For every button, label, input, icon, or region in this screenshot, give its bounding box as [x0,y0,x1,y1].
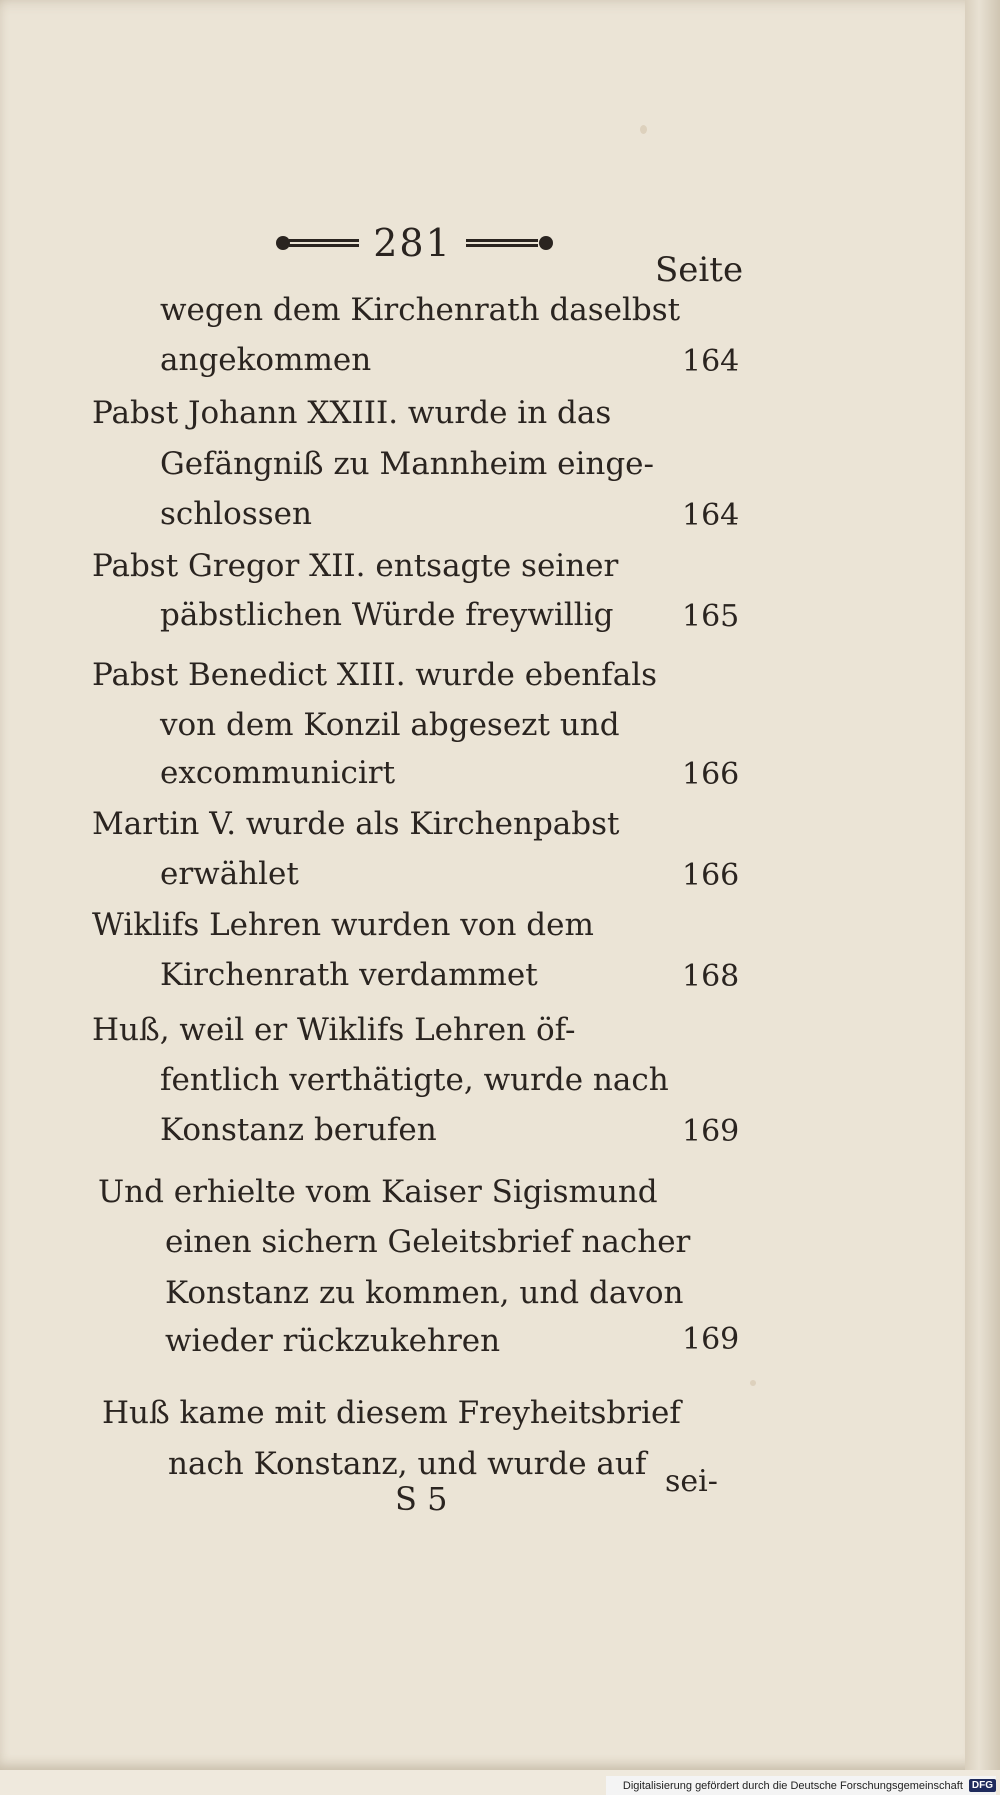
entry-line: angekommen [160,342,372,378]
entry-line: von dem Konzil abgesezt und [160,707,620,743]
running-header [260,218,570,268]
entry-line: Kirchenrath verdammet [160,957,538,993]
entry-page-number: 166 [682,858,740,893]
signature-mark: S 5 [395,1480,448,1518]
entry-page-number: 164 [682,344,740,379]
dfg-logo-icon: DFG [969,1779,996,1792]
entry-page-number: 168 [682,959,740,994]
entry-line: Huß, weil er Wiklifs Lehren öf- [92,1012,576,1048]
entry-line: einen sichern Geleitsbrief nacher [165,1224,691,1260]
column-label: Seite [655,250,744,290]
entry-line: Pabst Gregor XII. entsagte seiner [92,548,619,584]
page-number: 281 [373,221,452,265]
page-edge [965,0,1000,1770]
entry-line: Pabst Johann XXIII. wurde in das [92,395,612,431]
entry-page-number: 169 [682,1322,740,1357]
entry-page-number: 165 [682,599,740,634]
entry-line: schlossen [160,496,312,532]
entry-line: päbstlichen Würde freywillig [160,597,614,633]
entry-line: Huß kame mit diesem Freyheitsbrief [102,1395,681,1431]
entry-page-number: 169 [682,1114,740,1149]
ornament-left-icon [273,231,363,255]
entry-line: Konstanz berufen [160,1112,437,1148]
entry-line: Martin V. wurde als Kirchenpabst [92,806,620,842]
entry-line: Wiklifs Lehren wurden von dem [92,907,594,943]
entry-page-number: 164 [682,498,740,533]
entry-line: wegen dem Kirchenrath daselbst [160,292,681,328]
catchword: sei- [665,1464,718,1499]
entry-page-number: 166 [682,757,740,792]
paper-stain [750,1380,756,1386]
entry-line: wieder rückzukehren [165,1323,501,1359]
entry-line: fentlich verthätigte, wurde nach [160,1062,669,1098]
entry-line: Pabst Benedict XIII. wurde ebenfals [92,657,658,693]
footer-text: Digitalisierung gefördert durch die Deutsche Forschungsgemeinschaft [622,1779,963,1792]
ornament-right-icon [462,231,557,255]
entry-line: Gefängniß zu Mannheim einge- [160,446,654,482]
digitization-footer [606,1776,996,1795]
paper-stain [640,125,647,134]
entry-line: Und erhielte vom Kaiser Sigismund [98,1174,658,1210]
entry-line: nach Konstanz, und wurde auf [168,1446,647,1482]
entry-line: Konstanz zu kommen, und davon [165,1275,684,1311]
entry-line: excommunicirt [160,755,396,791]
entry-line: erwählet [160,856,299,892]
